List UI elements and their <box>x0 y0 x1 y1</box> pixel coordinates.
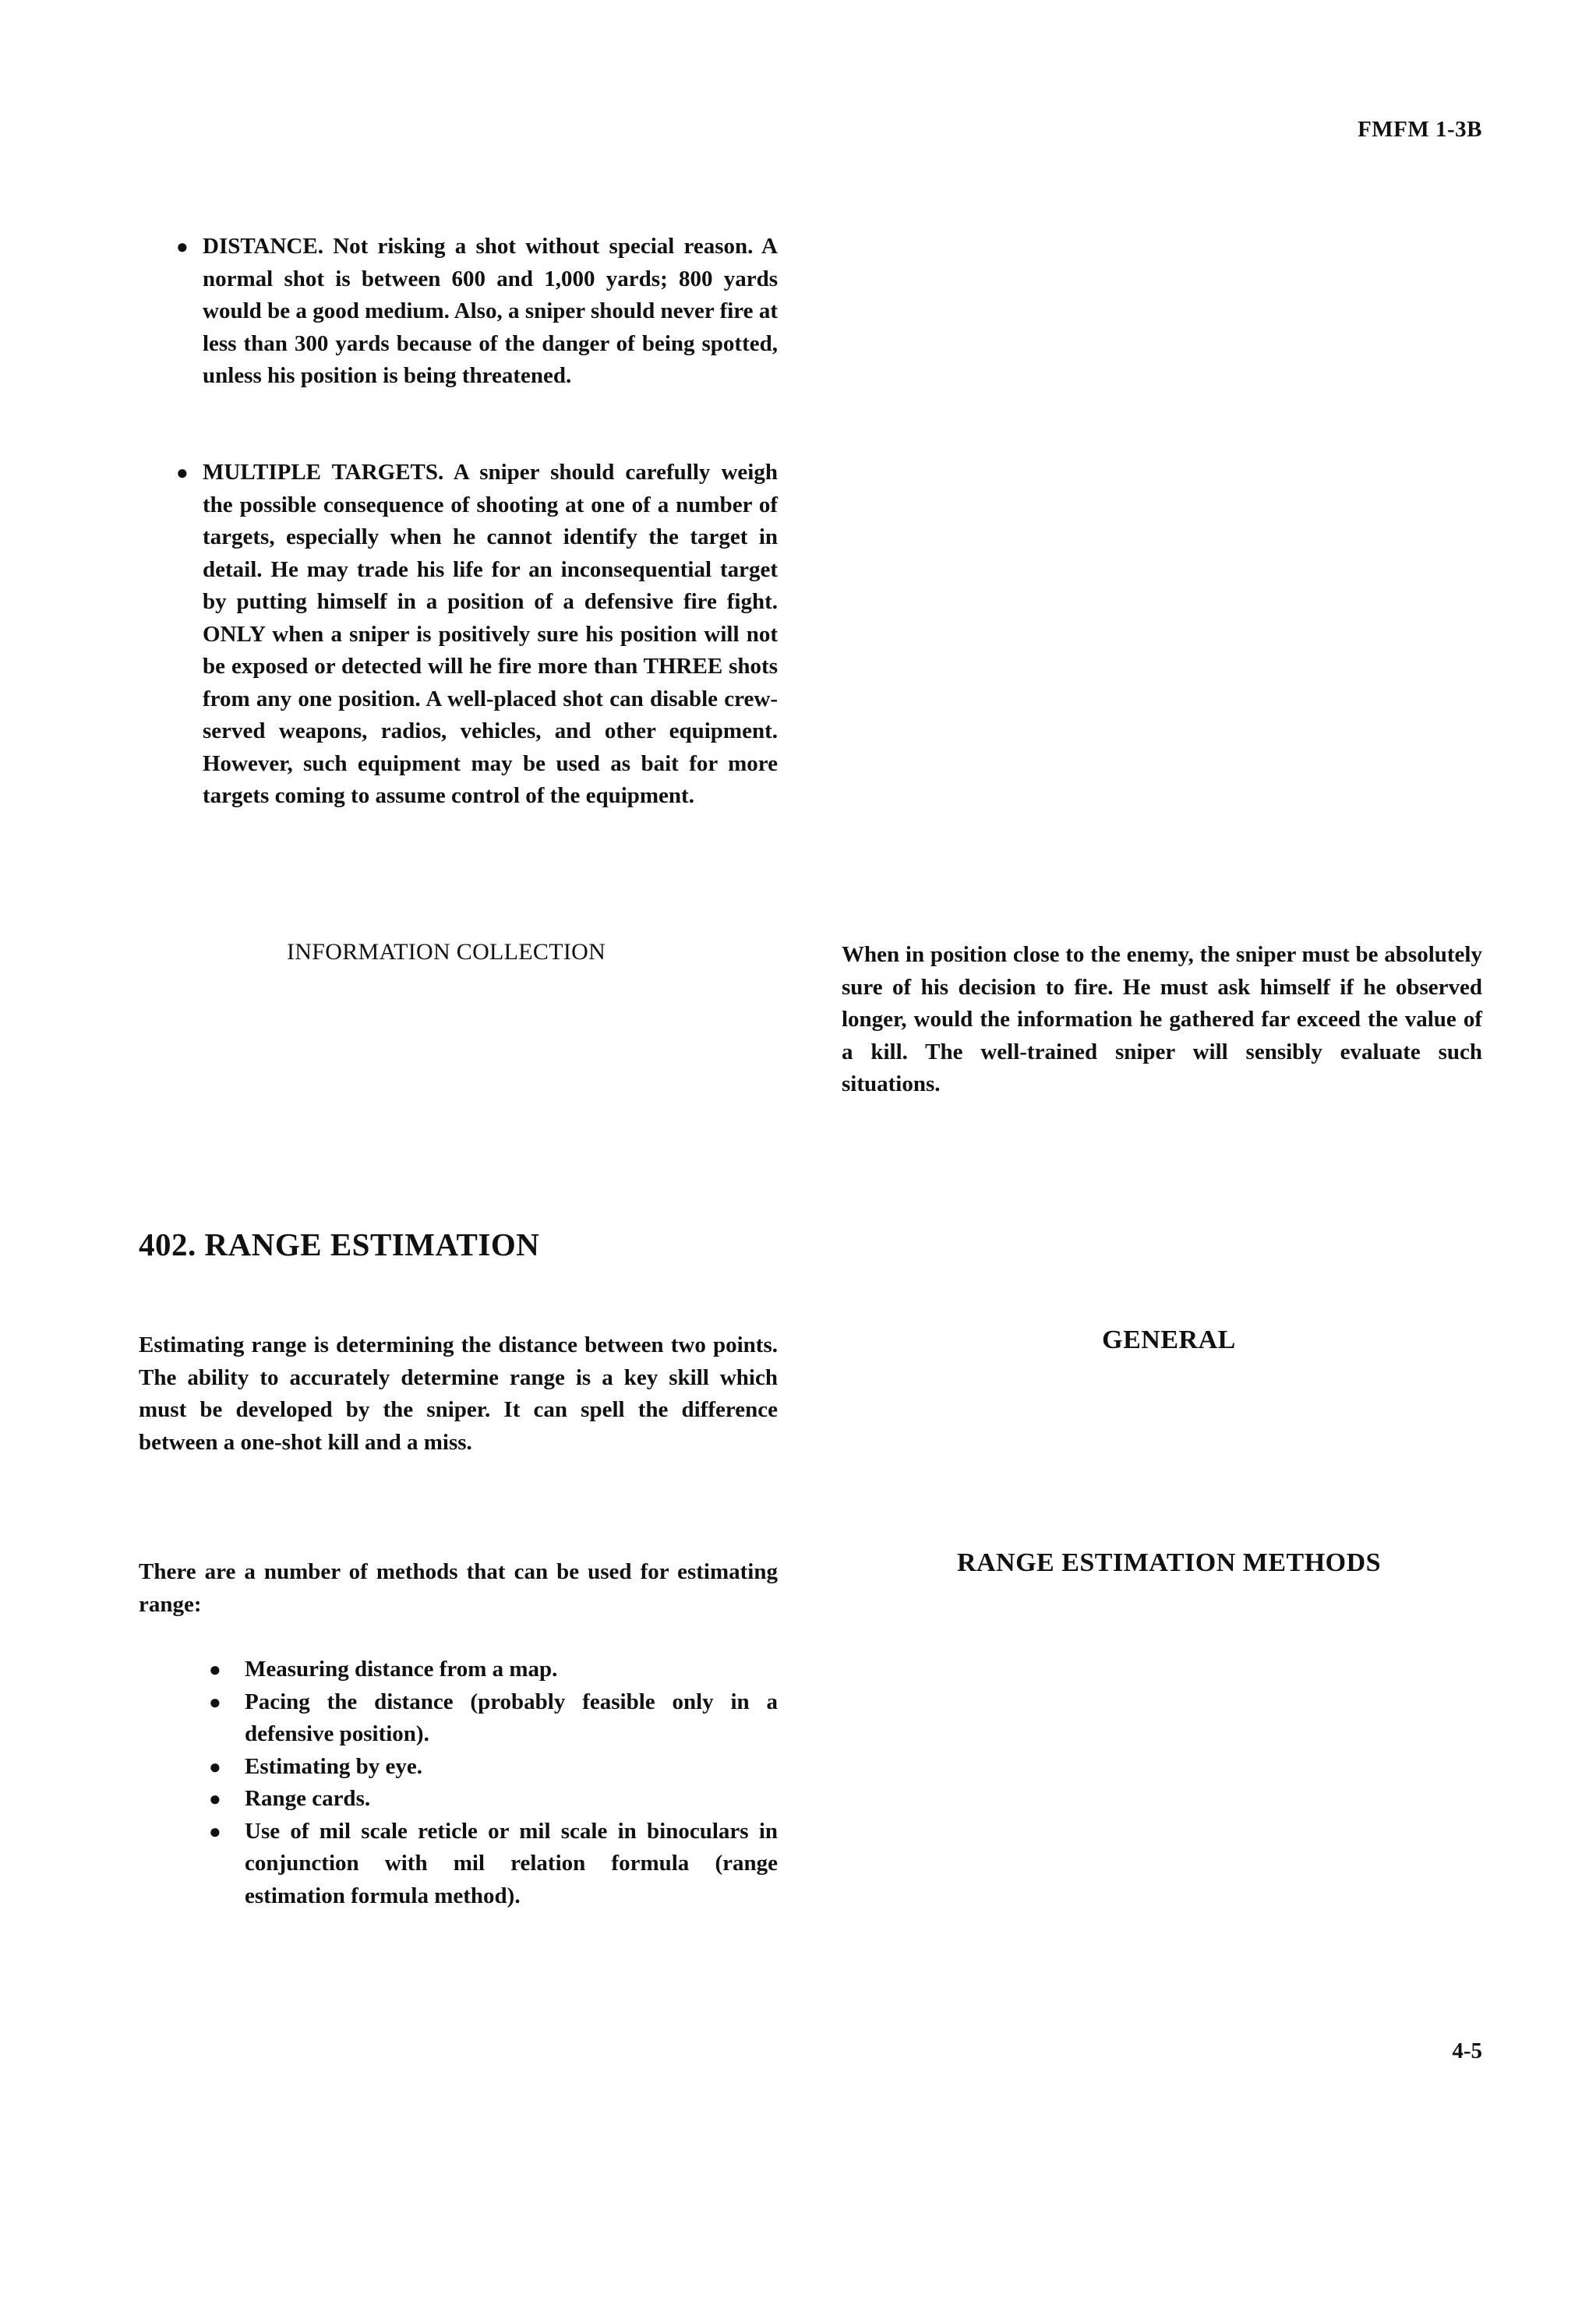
methods-list <box>209 1654 778 1912</box>
section-title: 402. RANGE ESTIMATION <box>139 1227 540 1262</box>
general-text: Estimating range is determining the distance between two points. The ability to accurately determine range is a key skill which must be developed by the sniper. It can spell the difference between a one-shot kill and a miss. <box>139 1332 778 1455</box>
bullet-distance-text: DISTANCE. Not risking a shot without special reason. A normal shot is between 600 and 1,000 yards; 800 yards would be a good medium. Also, a sniper should never fire at less than 300 yards because of the danger of being spotted, unless his position is being threatened. <box>203 234 778 388</box>
list-item: ● Range cards. <box>209 1783 778 1816</box>
list-item: ● Use of mil scale reticle or mil scale in binoculars in conjunction with mil relation formula (range estimation formula method). <box>209 1816 778 1913</box>
list-item: ● Measuring distance from a map. <box>209 1654 778 1686</box>
list-item: ● Pacing the distance (probably feasible only in a defensive position). <box>209 1686 778 1751</box>
bullet-icon: ● <box>176 235 189 258</box>
bullet-icon: ● <box>176 461 189 484</box>
info-collection-heading: INFORMATION COLLECTION <box>287 939 606 965</box>
bullet-icon: ● <box>209 1755 221 1778</box>
bullet-icon: ● <box>209 1658 221 1681</box>
methods-heading: RANGE ESTIMATION METHODS <box>956 1548 1382 1577</box>
bullet-distance <box>176 231 778 393</box>
page-number: 4-5 <box>1452 2038 1482 2063</box>
document-id: FMFM 1-3B <box>1358 117 1482 142</box>
list-item: ● Estimating by eye. <box>209 1751 778 1784</box>
general-heading: GENERAL <box>1102 1325 1236 1354</box>
bullet-icon: ● <box>209 1690 221 1714</box>
methods-intro: There are a number of methods that can be used for estimating range: <box>139 1559 778 1617</box>
bullet-icon: ● <box>209 1820 221 1843</box>
bullet-multiple-targets <box>176 457 778 813</box>
bullet-icon: ● <box>209 1788 221 1810</box>
info-collection-text: When in position close to the enemy, the sniper must be absolutely sure of his decision to fire. He must ask himself if he observed longer, would the information he gathered far exceed the value of a kill. The well-trained sniper will sensibly evaluate such situations. <box>842 942 1482 1096</box>
bullet-multiple-targets-text: MULTIPLE TARGETS. A sniper should carefully weigh the possible consequence of shooting at one of a number of targets, especially when he cannot identify the target in detail. He may trade his life for an inconsequential target by putting himself in a position of a defensive fire fight. ONLY when a sniper is positively sure his position will not be exposed or detected will he fire more than THREE shots from any one position. A well-placed shot can disable crew-served weapons, radios, vehicles, and other equipment. However, such equipment may be used as bait for more targets coming to assume control of the equipment. <box>203 460 778 808</box>
